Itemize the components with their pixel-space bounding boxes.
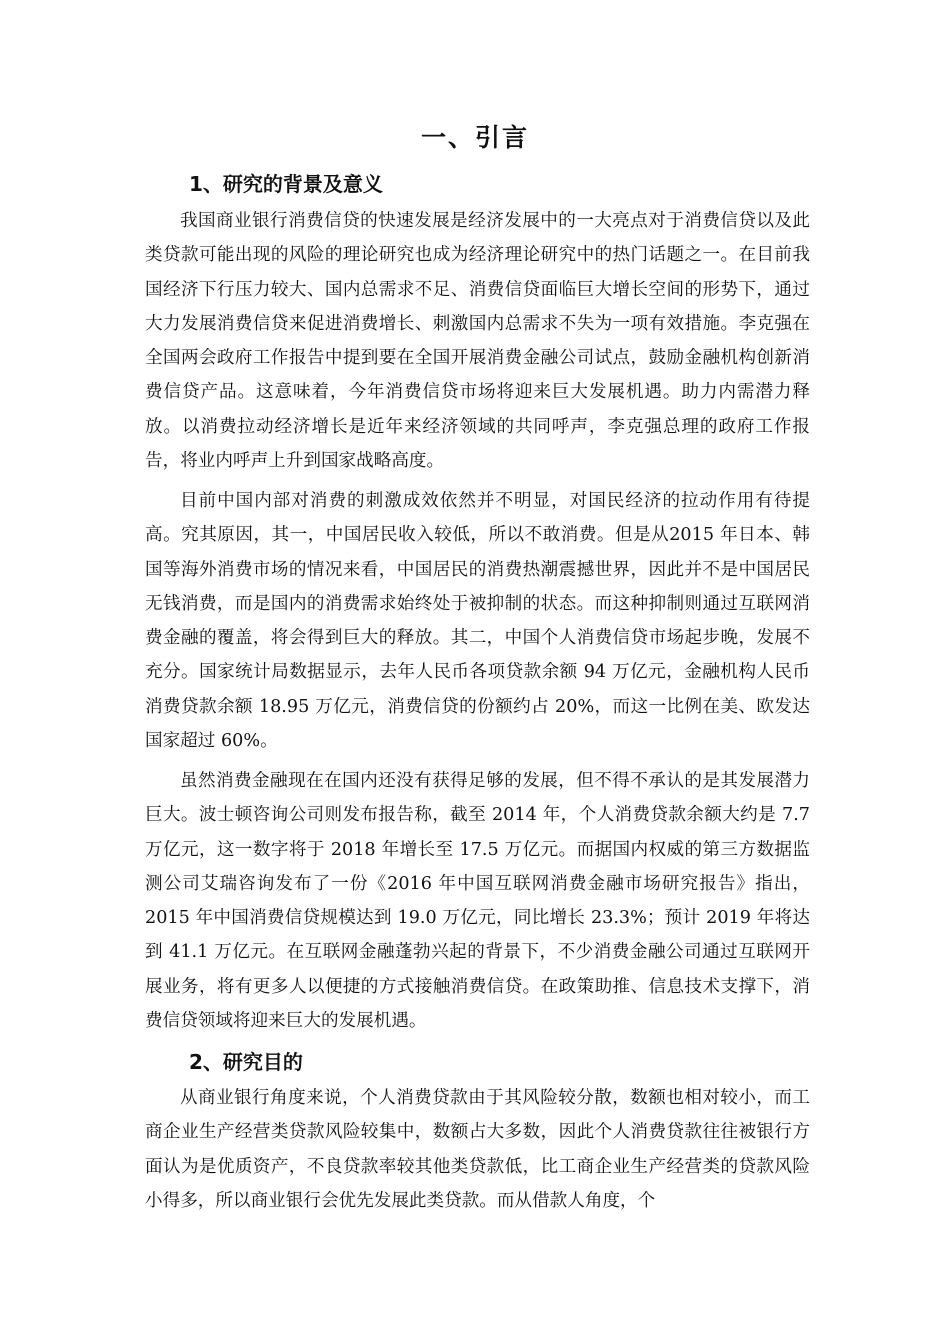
- paragraph-purpose: 从商业银行角度来说，个人消费贷款由于其风险较分散，数额也相对较小，而工商企业生产经营类贷款风险较集中，数额占大多数，因此个人消费贷款往往被银行方面认为是优质资产，不良贷款率较其他类贷款低，比工商企业生产经营类的贷款风险小得多，所以商业银行会优先发展此类贷款。而从借款人角度，个: [145, 1088, 810, 1211]
- paragraph-consumption-stimulus: 目前中国内部对消费的刺激成效依然并不明显，对国民经济的拉动作用有待提高。究其原因，其一，中国居民收入较低，所以不敢消费。但是从2015 年日本、韩国等海外消费市场的情况来看，中国居民的消费热潮震撼世界，因此并不是中国居民无钱消费，而是国内的消费需求始终处于被抑制的状态。而这种抑制则通过互联网消费金融的覆盖，将会得到巨大的释放。其二，中国个人消费信贷市场起步晚，发展不充分。国家统计局数据显示，去年人民币各项贷款余额 94 万亿元，金融机构人民币消费贷款余额 18.95 万亿元，消费信贷的份额约占 20%，而这一比例在美、欧发达国家超过 60%。: [145, 491, 810, 752]
- paragraph-market-potential: 虽然消费金融现在在国内还没有获得足够的发展，但不得不承认的是其发展潜力巨大。波士顿咨询公司则发布报告称，截至 2014 年，个人消费贷款余额大约是 7.7 万亿元，这一数字将于 2018 年增长至 17.5 万亿元。而据国内权威的第三方数据监测公司艾瑞咨询发布了一份《2016 年中国互联网消费金融市场研究报告》指出，2015 年中国消费信贷规模达到 19.0 万亿元，同比增长 23.3%；预计 2019 年将达到 41.1 万亿元。在互联网金融蓬勃兴起的背景下，不少消费金融公司通过互联网开展业务，将有更多人以便捷的方式接触消费信贷。在政策助推、信息技术支撑下，消费信贷领域将迎来巨大的发展机遇。: [145, 771, 810, 1032]
- section-heading-purpose: 2、研究目的: [189, 1050, 303, 1074]
- section-heading-background: 1、研究的背景及意义: [189, 172, 383, 196]
- chapter-title: 一、引言: [420, 123, 529, 152]
- paragraph-background: 我国商业银行消费信贷的快速发展是经济发展中的一大亮点对于消费信贷以及此类贷款可能出现的风险的理论研究也成为经济理论研究中的热门话题之一。在目前我国经济下行压力较大、国内总需求不足、消费信贷面临巨大增长空间的形势下，通过大力发展消费信贷来促进消费增长、刺激国内总需求不失为一项有效措施。李克强在全国两会政府工作报告中提到要在全国开展消费金融公司试点，鼓励金融机构创新消费信贷产品。这意味着，今年消费信贷市场将迎来巨大发展机遇。助力内需潜力释放。以消费拉动经济增长是近年来经济领域的共同呼声，李克强总理的政府工作报告，将业内呼声上升到国家战略高度。: [145, 211, 810, 472]
